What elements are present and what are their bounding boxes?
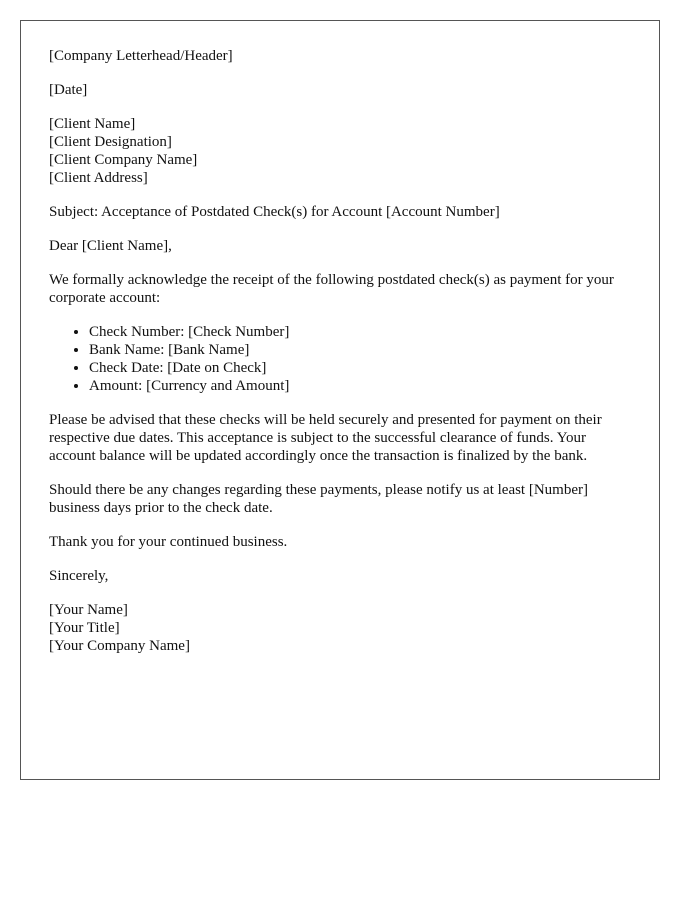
subject-line: Subject: Acceptance of Postdated Check(s) for Account [Account Number] [49,204,500,220]
check-number-item: • Check Number: [Check Number] [89,323,631,341]
closing: Sincerely, [49,568,109,584]
body-paragraph-handling: Please be advised that these checks will be held securely and presented for payment on their respective due dates. This acceptance is subject to the successful clearance of funds. Your account balance will be updated accordingly once the transaction is finalized by the bank. [49,412,602,464]
salutation: Dear [Client Name], [49,238,172,254]
recipient-designation: [Client Designation] [49,134,172,150]
signature-company: [Your Company Name] [49,638,190,654]
signature-name: [Your Name] [49,602,128,618]
recipient-block [49,115,631,187]
recipient-address: [Client Address] [49,170,148,186]
check-details-list [49,323,631,395]
intro-paragraph: We formally acknowledge the receipt of the following postdated check(s) as payment for your corporate account: [49,272,614,306]
letter-date: [Date] [49,82,88,98]
signature-title: [Your Title] [49,620,120,636]
recipient-name: [Client Name] [49,116,136,132]
recipient-company: [Client Company Name] [49,152,198,168]
letter-page [20,20,660,780]
check-date-item: • Check Date: [Date on Check] [89,359,631,377]
signature-block [49,601,631,655]
bank-name-item: • Bank Name: [Bank Name] [89,341,631,359]
body-paragraph-changes: Should there be any changes regarding these payments, please notify us at least [Number] business days prior to the check date. [49,482,588,516]
letterhead: [Company Letterhead/Header] [49,48,233,64]
thanks-paragraph: Thank you for your continued business. [49,534,288,550]
amount-item: • Amount: [Currency and Amount] [89,377,631,395]
